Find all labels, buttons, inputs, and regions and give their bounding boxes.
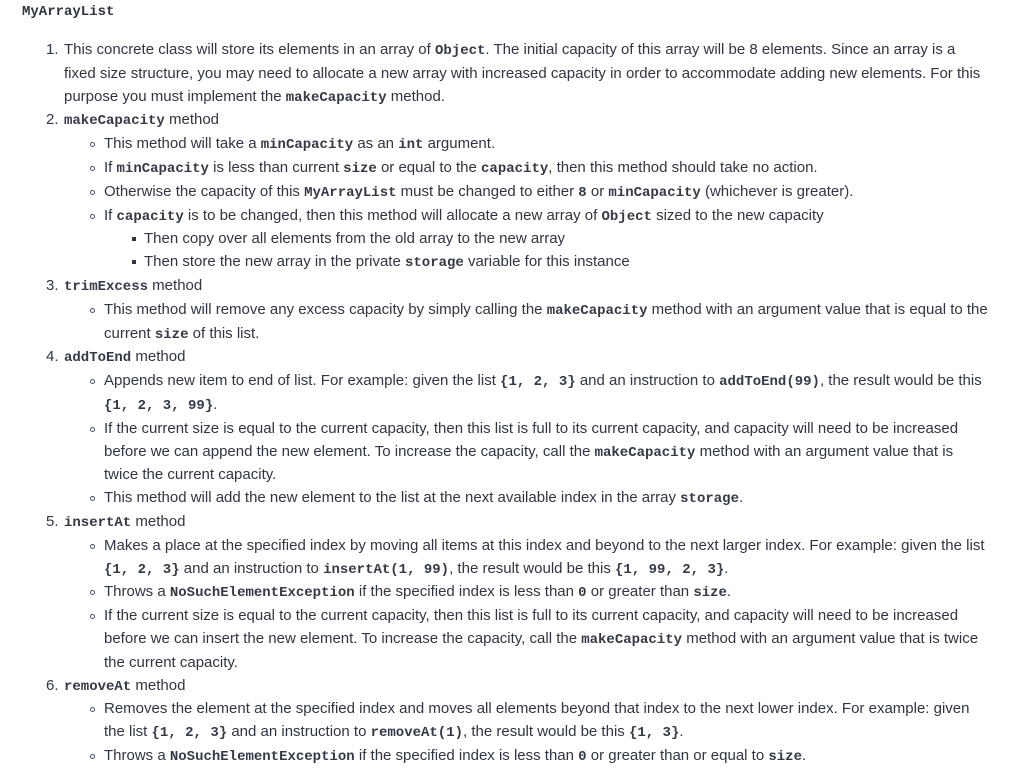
- inline-code: size: [693, 585, 727, 602]
- sub-list-item: [64, 299, 990, 347]
- text-run: .: [213, 395, 218, 413]
- item-number: 2.: [46, 111, 59, 129]
- list-item: [0, 275, 1024, 346]
- inline-code: size: [768, 748, 802, 765]
- inline-code: {1, 3}: [628, 725, 680, 742]
- sub-list-item: [64, 605, 990, 674]
- text-run: Throws a: [104, 746, 170, 764]
- text-run: Then copy over all elements from the old array to the new array: [144, 230, 566, 248]
- text-run: method: [131, 348, 186, 366]
- text-run: Makes a place at the specified index by moving all items at this index and beyond to the next larger index. For example: given the list: [104, 536, 985, 554]
- text-run: method: [148, 276, 203, 294]
- sub-list: [64, 133, 990, 275]
- text-run: . The initial capacity of this array will be 8 elements. Since an array is a fixed size structure, you may need to allocate a new array with increased capacity in order to accommodate adding new elements. For this purpose you must implement the: [64, 41, 981, 105]
- sub-list: [64, 299, 990, 347]
- text-run: Appends new item to end of list. For example: given the list: [104, 372, 501, 390]
- list-item: [0, 346, 1024, 511]
- text-run: method with an argument value that is equal to the current: [104, 300, 988, 342]
- text-run: .: [679, 723, 684, 741]
- sub-list-item: [64, 181, 990, 205]
- item-number: 3.: [46, 276, 59, 294]
- text-run: Removes the element at the specified index and moves all elements beyond that index to the next lower index. For example: given the list: [104, 700, 970, 741]
- text-run: if the specified index is less than: [354, 583, 579, 601]
- sub-list-item: [64, 535, 990, 582]
- text-run: or greater than: [586, 583, 694, 601]
- text-run: or: [586, 182, 609, 200]
- inline-code: 8: [578, 184, 587, 201]
- nested-list-item: [104, 228, 990, 251]
- inline-code: {1, 2, 3, 99}: [104, 397, 214, 414]
- list-item: [0, 109, 1024, 275]
- inline-code: size: [154, 326, 189, 343]
- item-number: 4.: [46, 348, 59, 366]
- text-run: This method will take a: [104, 135, 261, 153]
- sub-list: [64, 370, 990, 511]
- text-run: This method will remove any excess capacity by simply calling the: [104, 300, 547, 318]
- inline-code: MyArrayList: [304, 184, 397, 201]
- sub-list-item: [64, 157, 990, 181]
- sub-list-item: [64, 418, 990, 487]
- text-run: method: [164, 111, 220, 129]
- inline-code: minCapacity: [116, 160, 209, 177]
- text-run: and an instruction to: [179, 559, 324, 577]
- sub-list-item: [64, 370, 990, 418]
- sub-list-item: [64, 581, 990, 605]
- inline-code: minCapacity: [260, 137, 354, 154]
- item-number: 5.: [46, 512, 59, 530]
- text-run: .: [726, 583, 732, 601]
- text-run: as an: [353, 135, 399, 153]
- text-run: , the result would be this: [819, 372, 982, 390]
- sub-list-item: [64, 487, 990, 511]
- sub-list-item: [64, 698, 990, 745]
- text-run: is less than current: [208, 158, 344, 176]
- text-run: .: [738, 489, 744, 507]
- inline-code: int: [398, 137, 424, 154]
- inline-code: makeCapacity: [285, 89, 387, 106]
- inline-code: NoSuchElementException: [169, 748, 355, 765]
- inline-code: makeCapacity: [594, 444, 696, 461]
- inline-code: removeAt(1): [370, 725, 464, 742]
- requirements-list: [0, 39, 1024, 769]
- inline-code: Object: [434, 43, 486, 59]
- inline-code: addToEnd: [64, 350, 132, 367]
- sub-list-item: [64, 745, 990, 769]
- inline-code: storage: [680, 491, 739, 508]
- sub-list-item: [64, 133, 990, 157]
- text-run: must be changed to either: [396, 182, 579, 200]
- inline-code: addToEnd(99): [719, 374, 820, 391]
- nested-list-item: [104, 251, 990, 275]
- text-run: or greater than or equal to: [586, 746, 769, 764]
- inline-code: insertAt: [64, 514, 132, 531]
- inline-code: size: [343, 160, 377, 177]
- inline-code: NoSuchElementException: [169, 585, 355, 602]
- text-run: and an instruction to: [575, 372, 720, 390]
- inline-code: {1, 2, 3}: [151, 725, 228, 742]
- inline-code: {1, 99, 2, 3}: [615, 561, 725, 578]
- inline-code: trimExcess: [64, 278, 149, 295]
- text-run: sized to the new capacity: [651, 206, 824, 224]
- list-item: [0, 675, 1024, 769]
- text-run: Then store the new array in the private: [144, 253, 405, 271]
- inline-code: 0: [578, 585, 587, 602]
- nested-sub-list: [104, 228, 990, 275]
- text-run: If the current size is equal to the current capacity, then this list is full to its current capacity, and capacity will need to be increased before we can append the new element. To increase the capacity, call the: [104, 419, 959, 460]
- text-run: method: [131, 512, 186, 530]
- inline-code: insertAt(1, 99): [323, 561, 450, 578]
- inline-code: capacity: [116, 208, 184, 225]
- inline-code: {1, 2, 3}: [500, 374, 576, 391]
- list-item: [0, 511, 1024, 675]
- inline-code: storage: [404, 255, 464, 272]
- sub-list-item: [64, 205, 990, 275]
- text-run: method with an argument value that is twice the current capacity.: [104, 442, 954, 484]
- text-run: This method will add the new element to the list at the next available index in the array: [104, 489, 681, 507]
- text-run: and an instruction to: [227, 723, 371, 741]
- text-run: This concrete class will store its elements in an array of: [64, 41, 435, 58]
- text-run: , then this method should take no action.: [548, 158, 818, 176]
- sub-list: [64, 535, 990, 675]
- document-title: MyArrayList: [22, 4, 115, 20]
- text-run: (whichever is greater).: [700, 182, 854, 200]
- sub-list: [64, 698, 990, 768]
- list-item: [0, 39, 1024, 109]
- inline-code: 0: [578, 748, 587, 765]
- inline-code: makeCapacity: [581, 631, 683, 648]
- text-run: method.: [386, 87, 445, 105]
- text-run: If: [104, 158, 117, 176]
- text-run: variable for this instance: [463, 253, 630, 271]
- inline-code: capacity: [481, 160, 549, 177]
- item-number: 6.: [46, 676, 59, 694]
- text-run: argument.: [423, 135, 496, 153]
- inline-code: removeAt: [64, 678, 132, 695]
- text-run: .: [724, 559, 729, 577]
- text-run: If: [104, 206, 117, 224]
- text-run: Otherwise the capacity of this: [104, 182, 305, 200]
- text-run: .: [801, 746, 807, 764]
- text-run: Throws a: [104, 583, 170, 601]
- inline-code: Object: [601, 208, 652, 225]
- text-run: is to be changed, then this method will allocate a new array of: [183, 206, 602, 224]
- text-run: or equal to the: [376, 158, 482, 176]
- text-run: if the specified index is less than: [354, 746, 579, 764]
- text-run: , the result would be this: [449, 559, 616, 577]
- text-run: of this list.: [188, 324, 260, 342]
- text-run: , the result would be this: [463, 723, 629, 741]
- text-run: method with an argument value that is twice the current capacity.: [104, 629, 979, 671]
- item-number: 1.: [46, 41, 59, 58]
- inline-code: makeCapacity: [64, 113, 165, 130]
- inline-code: minCapacity: [608, 184, 701, 201]
- text-run: method: [131, 676, 186, 694]
- inline-code: makeCapacity: [546, 302, 648, 319]
- text-run: If the current size is equal to the current capacity, then this list is full to its current capacity, and capacity will need to be increased before we can insert the new element. To increase the capacity, call the: [104, 607, 959, 647]
- inline-code: {1, 2, 3}: [104, 561, 180, 578]
